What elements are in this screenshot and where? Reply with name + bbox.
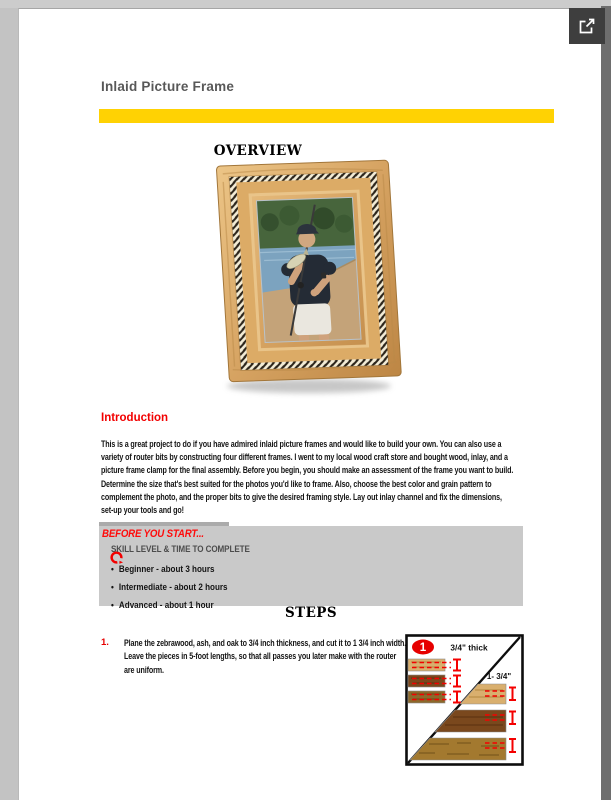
thickness-label: 3/4" thick — [450, 642, 488, 653]
diagram-badge: 1 — [419, 642, 427, 654]
list-item: • Intermediate - about 2 hours — [111, 582, 434, 593]
step-text: Plane the zebrawood, ash, and oak to 3/4 inch thickness, and cut it to 1 3/4 inch width. Leave the pieces in 5-foot lengths, so that all passes you later make with the router are uniform. — [124, 638, 407, 675]
before-you-start-box — [99, 526, 523, 611]
open-in-new-icon — [577, 16, 597, 36]
skill-level-row — [109, 544, 274, 555]
width-label: 1- 3/4" — [486, 672, 512, 681]
before-you-start-heading: BEFORE YOU START... — [102, 528, 204, 540]
document-page — [18, 8, 601, 800]
page-title: Inlaid Picture Frame — [101, 79, 235, 94]
step-diagram — [405, 634, 524, 766]
steps-heading: STEPS — [285, 605, 337, 621]
list-item: • Beginner - about 3 hours — [111, 564, 434, 575]
introduction-paragraph: This is a great project to do if you have admired inlaid picture frames and would like to build your own. You can also use a variety of router bits by constructing four different frames. I went to my local wood craft store and bought wood, inlay, and a picture frame clamp for the final assembly. Before you begin, you should make an assessment of the frame you want to build. Determine the size that's best suited for the photos you'd like to frame. Also, choose the best color and grain pattern to complement the photo, and the proper bits to give the desired framing style. Lay out inlay channel and fix the dimensions, set-up your tools and go! — [101, 439, 514, 516]
overview-heading: OVERVIEW — [213, 143, 303, 159]
vertical-scrollbar[interactable] — [601, 6, 611, 800]
viewer-top-chrome — [0, 0, 611, 8]
open-in-new-window-button[interactable] — [569, 8, 605, 44]
framed-photo-image — [212, 159, 402, 399]
yellow-accent-bar — [99, 109, 554, 123]
skill-level-label: SKILL LEVEL & TIME TO COMPLETE — [111, 544, 250, 555]
introduction-heading: Introduction — [101, 412, 169, 424]
thin-boards — [408, 659, 445, 703]
list-item: • Advanced - about 1 hour — [111, 600, 434, 611]
step-number: 1. — [101, 637, 109, 648]
